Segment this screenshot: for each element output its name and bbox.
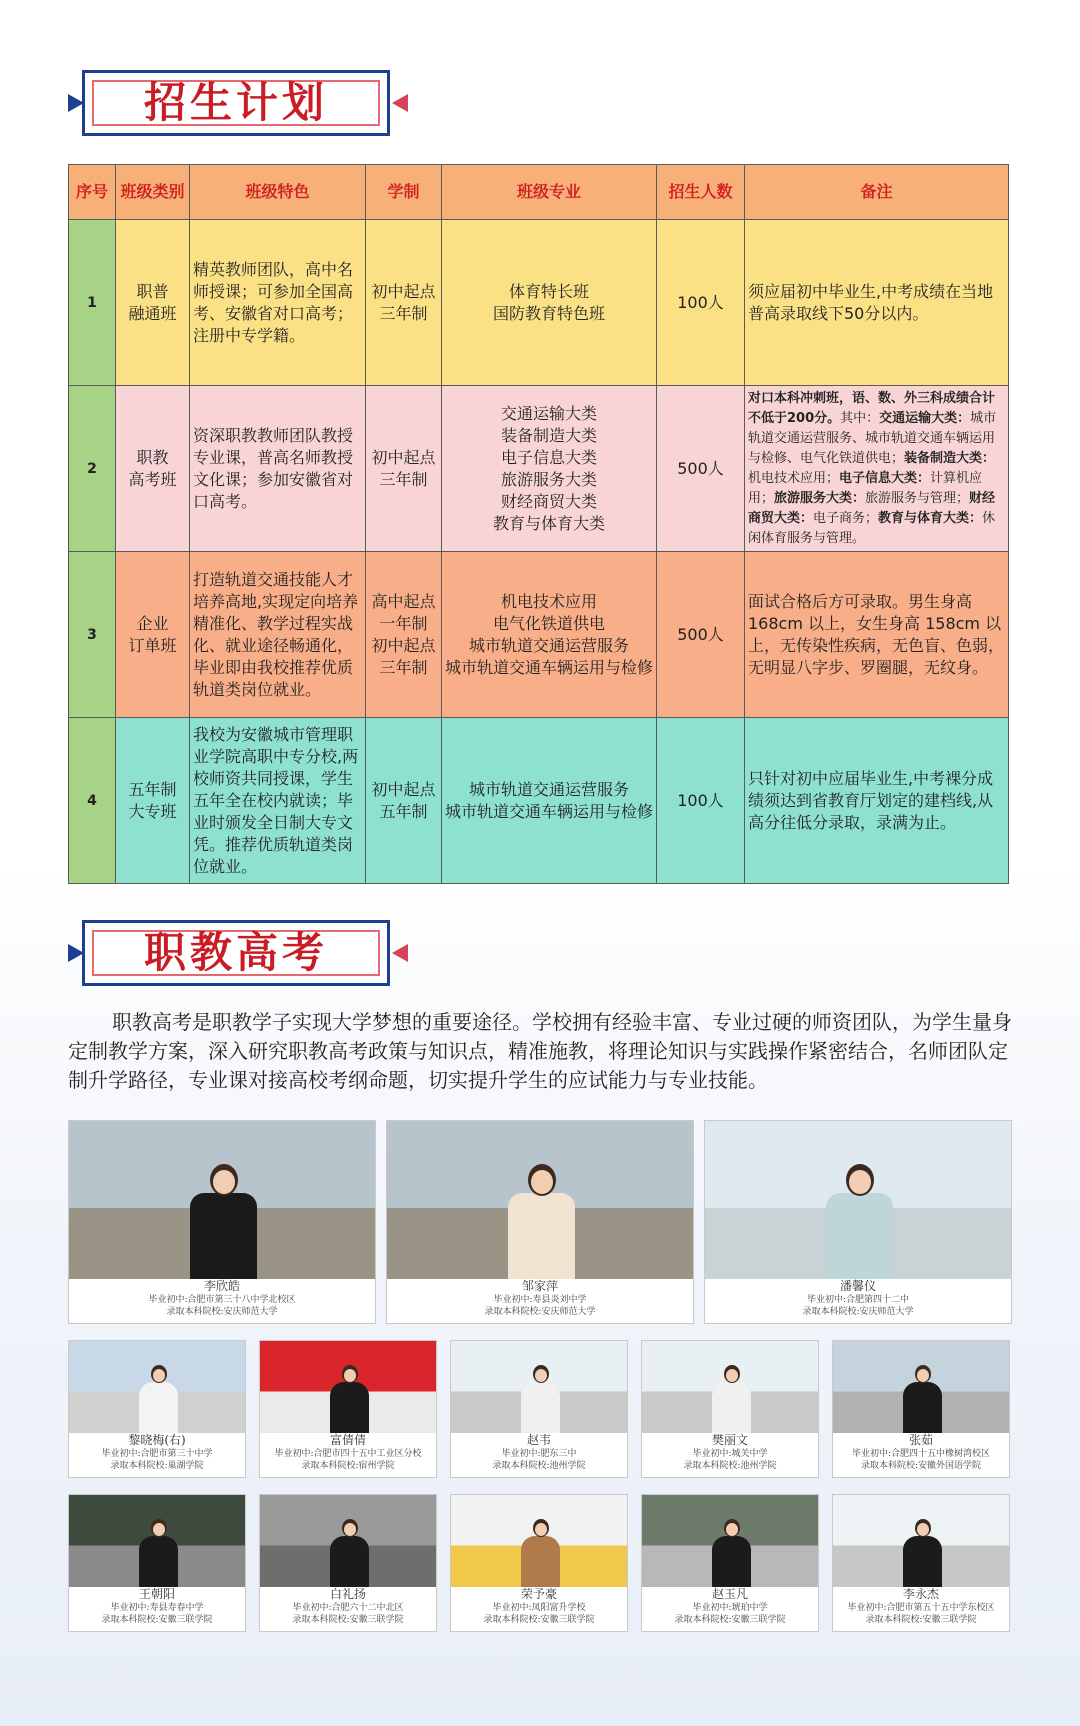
notes-bold-text: 装备制造大类： <box>904 450 996 466</box>
table-row <box>69 552 1009 718</box>
major-line: 城市轨道交通车辆运用与检修 <box>445 657 654 677</box>
section-heading-vocational-exam <box>68 920 408 990</box>
category-line: 企业 <box>136 613 169 633</box>
student-admitted-college: 录取本科院校:安徽三联学院 <box>865 1615 977 1625</box>
major-line: 机电技术应用 <box>500 591 597 611</box>
student-photo-card <box>450 1494 628 1632</box>
notes-bold-text: 财经商贸大类： <box>748 490 996 526</box>
table-header-row <box>69 165 1009 220</box>
photo-caption <box>451 1587 627 1631</box>
category-line: 职教 <box>136 447 169 467</box>
student-name: 李永杰 <box>902 1587 939 1601</box>
system-line: 三年制 <box>379 303 428 323</box>
header-majors: 班级专业 <box>442 165 657 220</box>
student-photo-card <box>68 1494 246 1632</box>
student-photo-card <box>641 1340 819 1478</box>
student-middle-school: 毕业初中:城关中学 <box>692 1449 768 1459</box>
student-admitted-college: 录取本科院校:宿州学院 <box>301 1461 395 1471</box>
photo-caption <box>642 1587 818 1631</box>
photo-caption <box>260 1433 436 1477</box>
student-photo-card <box>259 1340 437 1478</box>
student-admitted-college: 录取本科院校:安徽三联学院 <box>483 1615 595 1625</box>
table-row <box>69 718 1009 884</box>
system-line: 三年制 <box>379 469 428 489</box>
person-figure <box>190 1164 257 1279</box>
student-middle-school: 毕业初中:合肥市第三十八中学北校区 <box>148 1295 296 1305</box>
row-majors <box>442 386 657 552</box>
major-line: 城市轨道交通车辆运用与检修 <box>445 801 654 821</box>
category-line: 五年制 <box>128 779 177 799</box>
section-heading-enrollment <box>68 70 408 140</box>
student-admitted-college: 录取本科院校:池州学院 <box>492 1461 586 1471</box>
system-line: 初中起点 <box>371 779 436 799</box>
student-admitted-college: 录取本科院校:安徽三联学院 <box>292 1615 404 1625</box>
student-admitted-college: 录取本科院校:安徽外国语学院 <box>860 1461 982 1471</box>
notes-bold-text: 对口本科冲刺班，语、数、外三科成绩合计不低于200分。 <box>748 390 996 426</box>
student-photo-card <box>259 1494 437 1632</box>
student-middle-school: 毕业初中:凤阳富升学校 <box>492 1603 586 1613</box>
student-admitted-college: 录取本科院校:池州学院 <box>683 1461 777 1471</box>
student-photo <box>705 1121 1011 1279</box>
student-photo-card <box>68 1120 376 1324</box>
student-admitted-college: 录取本科院校:安庆师范大学 <box>802 1307 914 1317</box>
major-line: 电气化铁道供电 <box>492 613 605 633</box>
system-line: 初中起点 <box>371 281 436 301</box>
major-line: 体育特长班 <box>508 281 589 301</box>
student-photo <box>260 1341 436 1433</box>
photo-caption <box>642 1433 818 1477</box>
person-figure <box>139 1519 178 1587</box>
photo-caption <box>705 1279 1011 1323</box>
row-majors <box>442 220 657 386</box>
arrow-right-icon <box>392 94 408 112</box>
student-photo <box>642 1341 818 1433</box>
row-count: 100人 <box>657 220 745 386</box>
student-photo <box>451 1495 627 1587</box>
person-figure <box>712 1365 751 1433</box>
student-name: 荣予豪 <box>520 1587 557 1601</box>
row-feature: 我校为安徽城市管理职业学院高职中专分校,两校师资共同授课，学生五年全在校内就读；毕业时颁发全日制大专文凭。推荐优质轨道类岗位就业。 <box>190 718 366 884</box>
major-line: 城市轨道交通运营服务 <box>468 635 629 655</box>
row-category <box>116 220 190 386</box>
student-middle-school: 毕业初中:合肥市第五十五中学东校区 <box>847 1603 995 1613</box>
person-figure <box>521 1365 560 1433</box>
notes-text: 城市轨道交通运营服务、城市轨道交通车辆运用与检修、电气化铁道供电； <box>748 410 997 466</box>
photo-caption <box>260 1587 436 1631</box>
student-middle-school: 毕业初中:寿县炎刘中学 <box>493 1295 587 1305</box>
major-line: 装备制造大类 <box>500 425 597 445</box>
system-line: 一年制 <box>379 613 428 633</box>
section-title: 职教高考 <box>143 928 328 977</box>
student-photo <box>642 1495 818 1587</box>
category-line: 融通班 <box>128 303 177 323</box>
notes-text: 其中： <box>840 410 880 426</box>
row-seq: 4 <box>69 718 116 884</box>
section-title: 招生计划 <box>143 78 328 127</box>
category-line: 大专班 <box>128 801 177 821</box>
student-name: 潘馨仪 <box>839 1279 876 1293</box>
student-name: 邹家萍 <box>521 1279 558 1293</box>
row-system <box>366 718 442 884</box>
student-name: 白礼扬 <box>329 1587 366 1601</box>
header-category: 班级类别 <box>116 165 190 220</box>
student-photo-card <box>450 1340 628 1478</box>
row-seq: 2 <box>69 386 116 552</box>
notes-bold-text: 旅游服务大类： <box>774 490 866 506</box>
major-line: 国防教育特色班 <box>492 303 605 323</box>
student-photo <box>387 1121 693 1279</box>
person-figure <box>903 1365 942 1433</box>
photo-caption <box>69 1279 375 1323</box>
student-name: 富倩倩 <box>329 1433 366 1447</box>
major-line: 教育与体育大类 <box>492 513 605 533</box>
header-seq: 序号 <box>69 165 116 220</box>
notes-text: 机电技术应用； <box>748 470 840 486</box>
student-name: 黎晓梅(右) <box>128 1433 186 1447</box>
row-category <box>116 718 190 884</box>
student-admitted-college: 录取本科院校:安庆师范大学 <box>484 1307 596 1317</box>
row-seq: 3 <box>69 552 116 718</box>
system-line: 初中起点 <box>371 447 436 467</box>
major-line: 财经商贸大类 <box>500 491 597 511</box>
student-photo <box>69 1341 245 1433</box>
person-figure <box>330 1519 369 1587</box>
student-admitted-college: 录取本科院校:巢湖学院 <box>110 1461 204 1471</box>
header-feature: 班级特色 <box>190 165 366 220</box>
student-photo <box>833 1341 1009 1433</box>
row-system <box>366 220 442 386</box>
row-notes: 只针对初中应届毕业生,中考裸分成绩须达到省教育厅划定的建档线,从高分往低分录取，录满为止。 <box>745 718 1009 884</box>
major-line: 旅游服务大类 <box>500 469 597 489</box>
row-count: 500人 <box>657 552 745 718</box>
row-system <box>366 386 442 552</box>
header-notes: 备注 <box>745 165 1009 220</box>
notes-text: 电子商务； <box>813 510 879 526</box>
category-line: 职普 <box>136 281 169 301</box>
student-name: 赵玉凡 <box>711 1587 748 1601</box>
notes-text: 休闲体育服务与管理。 <box>748 510 996 546</box>
student-admitted-college: 录取本科院校:安徽三联学院 <box>101 1615 213 1625</box>
student-photo <box>69 1121 375 1279</box>
row-feature: 资深职教教师团队教授专业课，普高名师教授文化课；参加安徽省对口高考。 <box>190 386 366 552</box>
row-system <box>366 552 442 718</box>
student-middle-school: 毕业初中:合肥第四十二中 <box>806 1295 910 1305</box>
student-photo-card <box>832 1494 1010 1632</box>
student-photo-card <box>641 1494 819 1632</box>
photo-caption <box>451 1433 627 1477</box>
row-majors <box>442 552 657 718</box>
enrollment-plan-table <box>68 164 1009 884</box>
notes-text: 旅游服务与管理； <box>865 490 970 506</box>
student-name: 王朝阳 <box>138 1587 175 1601</box>
major-line: 城市轨道交通运营服务 <box>468 779 629 799</box>
category-line: 订单班 <box>128 635 177 655</box>
student-photo <box>451 1341 627 1433</box>
student-middle-school: 毕业初中:肥东三中 <box>501 1449 577 1459</box>
system-line: 三年制 <box>379 657 428 677</box>
row-notes <box>745 386 1009 552</box>
student-admitted-college: 录取本科院校:安徽三联学院 <box>674 1615 786 1625</box>
student-name: 赵韦 <box>526 1433 551 1447</box>
major-line: 交通运输大类 <box>500 403 597 423</box>
person-figure <box>521 1519 560 1587</box>
major-line: 电子信息大类 <box>500 447 597 467</box>
header-count: 招生人数 <box>657 165 745 220</box>
student-photo <box>833 1495 1009 1587</box>
student-middle-school: 毕业初中:合肥市四十五中工业区分校 <box>274 1449 422 1459</box>
photo-caption <box>387 1279 693 1323</box>
row-feature: 精英教师团队，高中名师授课；可参加全国高考、安徽省对口高考；注册中专学籍。 <box>190 220 366 386</box>
student-name: 张茹 <box>908 1433 933 1447</box>
student-photo-card <box>704 1120 1012 1324</box>
row-count: 100人 <box>657 718 745 884</box>
photo-caption <box>833 1433 1009 1477</box>
notes-text: 计算机应用； <box>748 470 983 506</box>
row-notes: 面试合格后方可录取。男生身高168cm 以上，女生身高 158cm 以上，无传染性疾病，无色盲、色弱，无明显八字步、罗圈腿，无纹身。 <box>745 552 1009 718</box>
student-name: 樊丽文 <box>711 1433 748 1447</box>
row-category <box>116 552 190 718</box>
notes-bold-text: 教育与体育大类： <box>878 510 983 526</box>
student-middle-school: 毕业初中:合肥六十二中北区 <box>292 1603 404 1613</box>
row-notes: 须应届初中毕业生,中考成绩在当地普高录取线下50分以内。 <box>745 220 1009 386</box>
table-row <box>69 386 1009 552</box>
category-line: 高考班 <box>128 469 177 489</box>
student-middle-school: 毕业初中:寿县寿春中学 <box>110 1603 204 1613</box>
row-feature: 打造轨道交通技能人才培养高地,实现定向培养精准化、教学过程实战化、就业途径畅通化，毕业即由我校推荐优质轨道类岗位就业。 <box>190 552 366 718</box>
row-count: 500人 <box>657 386 745 552</box>
photo-caption <box>69 1433 245 1477</box>
notes-bold-text: 交通运输大类： <box>879 410 971 426</box>
person-figure <box>712 1519 751 1587</box>
student-photo-card <box>386 1120 694 1324</box>
person-figure <box>330 1365 369 1433</box>
arrow-right-icon <box>392 944 408 962</box>
student-photo-card <box>68 1340 246 1478</box>
table-row <box>69 220 1009 386</box>
photo-caption <box>833 1587 1009 1631</box>
system-line: 高中起点 <box>371 591 436 611</box>
student-middle-school: 毕业初中:合肥市第三十中学 <box>101 1449 213 1459</box>
student-photo <box>260 1495 436 1587</box>
student-middle-school: 毕业初中:合肥四十五中橡树湾校区 <box>851 1449 991 1459</box>
photo-caption <box>69 1587 245 1631</box>
person-figure <box>508 1164 575 1279</box>
row-majors <box>442 718 657 884</box>
intro-paragraph: 职教高考是职教学子实现大学梦想的重要途径。学校拥有经验丰富、专业过硬的师资团队，为学生量身定制教学方案，深入研究职教高考政策与知识点，精准施教，将理论知识与实践操作紧密结合，名师团队定制升学路径，专业课对接高校考纲命题，切实提升学生的应试能力与专业技能。 <box>68 1010 1012 1092</box>
person-figure <box>903 1519 942 1587</box>
system-line: 初中起点 <box>371 635 436 655</box>
person-figure <box>139 1365 178 1433</box>
student-photo <box>69 1495 245 1587</box>
system-line: 五年制 <box>379 801 428 821</box>
notes-bold-text: 电子信息大类： <box>839 470 931 486</box>
student-name: 李欣皓 <box>203 1279 240 1293</box>
header-system: 学制 <box>366 165 442 220</box>
student-admitted-college: 录取本科院校:安庆师范大学 <box>166 1307 278 1317</box>
row-seq: 1 <box>69 220 116 386</box>
student-middle-school: 毕业初中:琥珀中学 <box>692 1603 768 1613</box>
row-category <box>116 386 190 552</box>
person-figure <box>826 1164 893 1279</box>
student-photo-card <box>832 1340 1010 1478</box>
